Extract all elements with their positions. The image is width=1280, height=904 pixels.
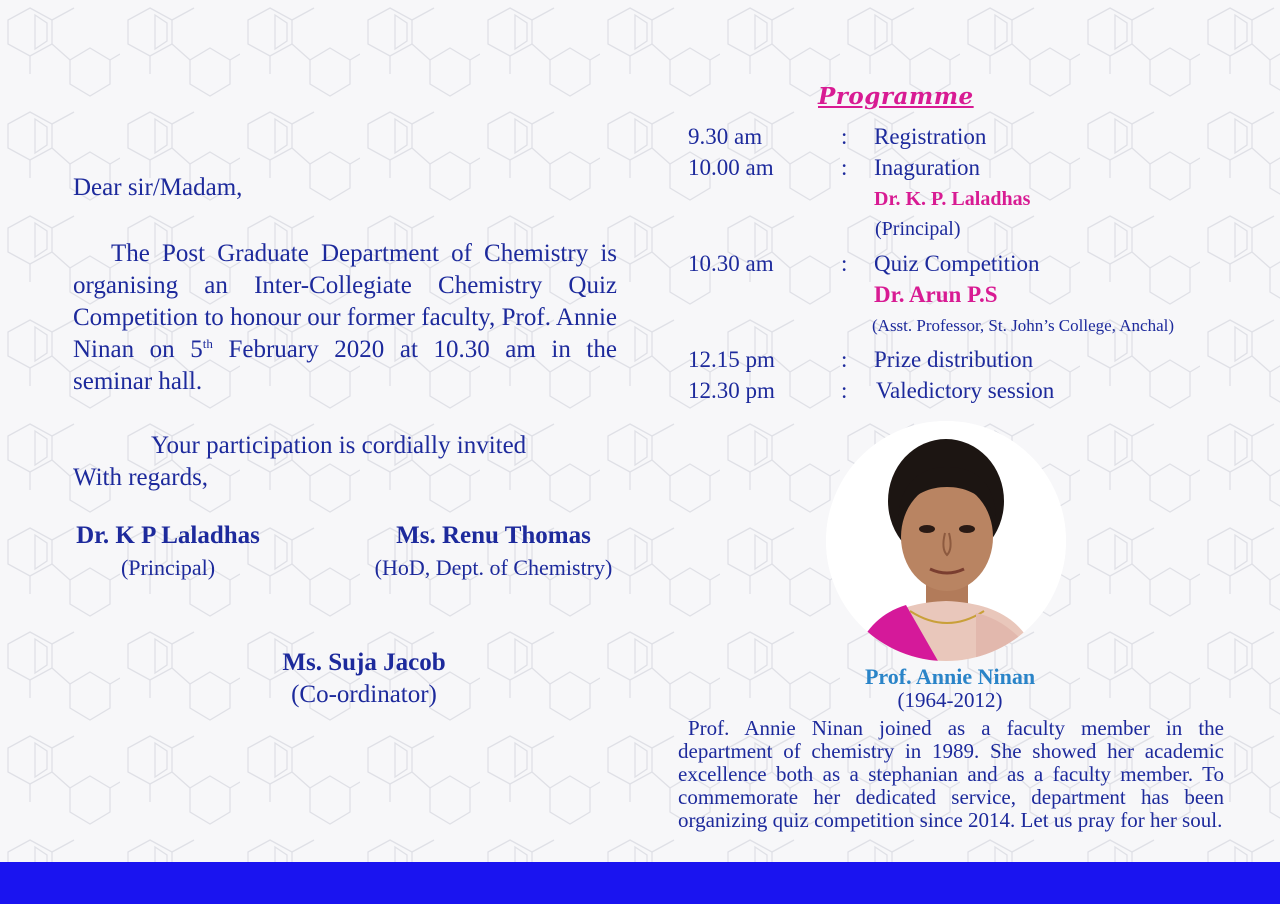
speaker-name: Dr. K. P. Laladhas [874,188,1031,210]
speaker-role: (Asst. Professor, St. John’s College, Anchal) [872,316,1174,335]
signatory-name: Ms. Renu Thomas [396,522,591,549]
schedule-event: Valedictory session [876,378,1055,403]
date-superscript: th [202,336,213,351]
signatory-role: (Co-ordinator) [291,681,437,708]
schedule-time: 10.30 am [688,251,774,276]
programme-title: Programme [818,83,974,110]
schedule-event: Prize distribution [874,347,1034,372]
schedule-event: Quiz Competition [874,251,1040,276]
letter-body-text-end: February 2020 at 10.30 am in the seminar hall. [73,336,617,395]
speaker-name: Dr. Arun P.S [874,282,998,307]
schedule-colon: : [841,124,848,149]
tribute-text: Prof. Annie Ninan joined as a faculty member in the department of chemistry in 1989. She showed her academic excellence both as a stephanian and as a faculty member. To commemorate her dedicated service, department has been organizing quiz competition since 2014. Let us pray for her soul. [678,716,1224,832]
portrait-photo [826,421,1066,661]
signatory-role: (HoD, Dept. of Chemistry) [374,555,613,580]
regards-line: With regards, [73,464,209,491]
schedule-colon: : [841,347,848,372]
schedule-colon: : [841,378,848,403]
schedule-colon: : [841,251,848,276]
schedule-colon: : [841,155,848,180]
invitation-letter [73,172,617,494]
salutation: Dear sir/Madam, [73,174,243,201]
invite-line: Your participation is cordially invited [151,432,527,459]
tribute-name: Prof. Annie Ninan [864,664,1036,689]
signature-coordinator [264,647,464,711]
letter-body-text: The Post Graduate Department of Chemistry is organising an Inter-Collegiate Chemistry Quiz Competition to honour our former faculty, Prof. Annie Ninan on 5 [73,240,617,363]
schedule-time: 9.30 am [688,124,763,149]
footer-bar [0,862,1280,904]
schedule-event: Registration [874,124,987,149]
speaker-role: (Principal) [875,218,961,240]
schedule-time: 12.15 pm [688,347,775,372]
signature-principal [73,520,263,584]
schedule-event: Inaguration [874,155,981,180]
signature-hod [366,520,621,584]
letter-body [73,238,617,398]
signatory-name: Dr. K P Laladhas [76,522,260,549]
signatory-name: Ms. Suja Jacob [282,649,446,676]
tribute-years: (1964-2012) [897,688,1003,712]
schedule-time: 12.30 pm [688,378,775,403]
signatory-role: (Principal) [120,555,216,580]
schedule-time: 10.00 am [688,155,774,180]
